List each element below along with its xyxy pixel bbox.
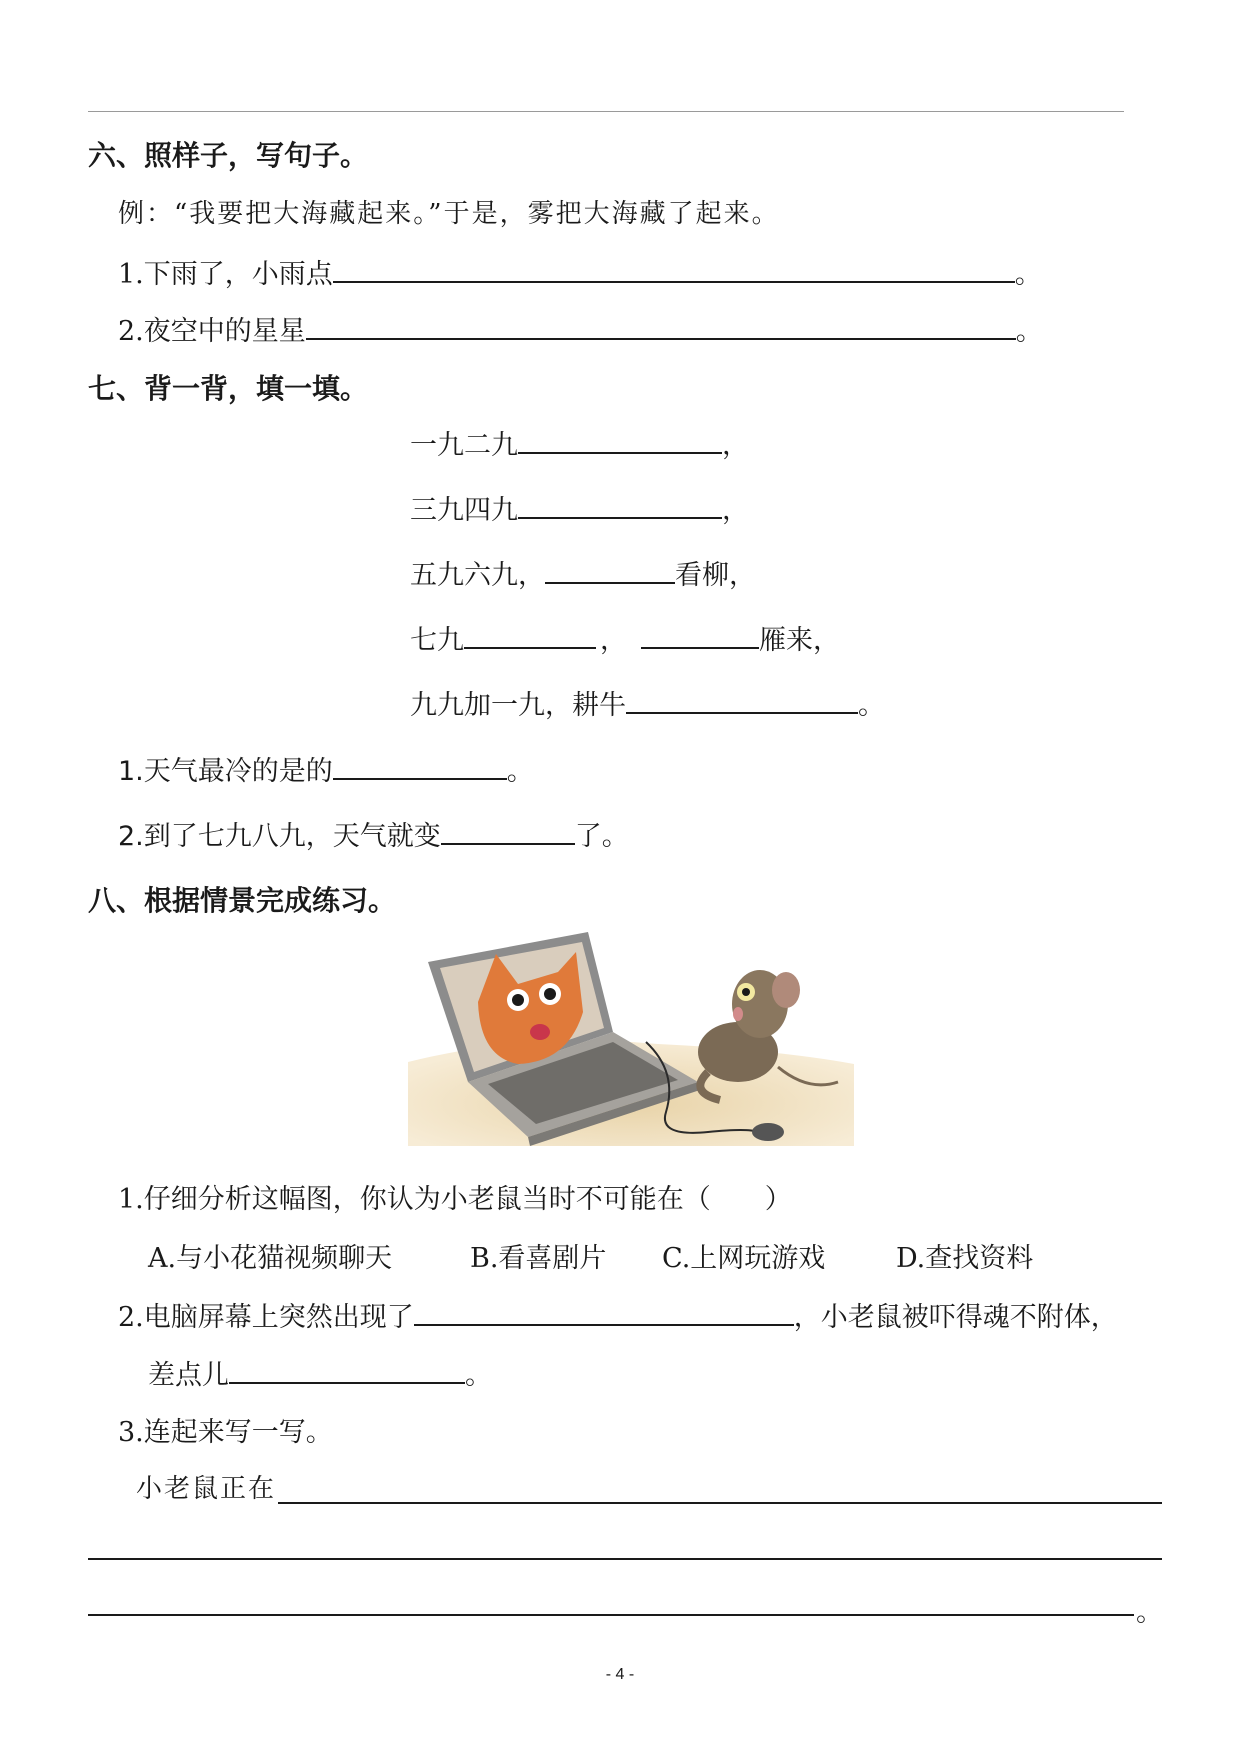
verse-line-1 <box>410 422 749 462</box>
section-7-question-1 <box>118 748 534 788</box>
verse-punct: ， <box>722 495 749 526</box>
page-number: - 4 - <box>605 1666 635 1683</box>
laptop-cat-mouse-illustration <box>408 932 854 1146</box>
writing-line-1[interactable] <box>278 1502 1162 1504</box>
answer-blank[interactable] <box>641 617 759 649</box>
verse-text-end: 看柳， <box>675 560 756 591</box>
section-6-question-1 <box>118 251 1042 291</box>
writing-line-3[interactable] <box>88 1614 1134 1616</box>
option-b[interactable]: B.看喜剧片 <box>470 1243 607 1274</box>
section-7-question-2 <box>118 813 629 853</box>
question-2-prefix: 2.到了七九八九，天气就变 <box>118 821 441 852</box>
section-8-question-3: 3.连起来写一写。 <box>118 1417 333 1448</box>
question-2-end: 了。 <box>574 821 629 852</box>
verse-line-3 <box>410 552 756 592</box>
option-a[interactable]: A.与小花猫视频聊天 <box>148 1243 393 1274</box>
question-1-end: 。 <box>506 756 534 787</box>
verse-text: 九九加一九，耕牛 <box>410 690 626 721</box>
top-divider <box>88 111 1124 112</box>
verse-line-4 <box>410 617 840 657</box>
verse-line-2 <box>410 487 749 527</box>
writing-line-3-end: 。 <box>1136 1597 1163 1628</box>
answer-blank[interactable] <box>545 552 675 584</box>
answer-blank[interactable] <box>518 487 722 519</box>
option-c[interactable]: C.上网玩游戏 <box>662 1243 826 1274</box>
verse-text: 七九 <box>410 625 464 656</box>
question-1-prefix: 1.天气最冷的是的 <box>118 756 333 787</box>
answer-blank[interactable] <box>441 813 575 845</box>
question-2-middle: ，小老鼠被吓得魂不附体， <box>793 1302 1118 1333</box>
answer-blank[interactable] <box>333 748 507 780</box>
answer-blank[interactable] <box>518 422 722 454</box>
section-7-heading: 七、背一背，填一填。 <box>88 372 369 405</box>
section-6-heading: 六、照样子，写句子。 <box>88 139 369 172</box>
answer-blank[interactable] <box>306 308 1016 340</box>
question-1-end: 。 <box>1014 259 1042 290</box>
answer-blank[interactable] <box>626 682 858 714</box>
answer-blank[interactable] <box>414 1294 794 1326</box>
verse-punct: ， <box>722 430 749 461</box>
verse-line-5 <box>410 682 885 722</box>
answer-blank[interactable] <box>464 617 596 649</box>
question-2-end: 。 <box>1015 316 1043 347</box>
section-6-example: 例：“我要把大海藏起来。”于是，雾把大海藏了起来。 <box>118 199 780 229</box>
verse-text-end: 雁来， <box>759 625 840 656</box>
question-2-prefix: 2.夜空中的星星 <box>118 316 306 347</box>
writing-line-2[interactable] <box>88 1558 1162 1560</box>
computer-mouse-icon <box>752 1123 784 1141</box>
section-8-question-2-line-2 <box>148 1352 492 1392</box>
section-6-question-2 <box>118 308 1043 348</box>
verse-text: 三九四九 <box>410 495 518 526</box>
section-8-question-1: 1.仔细分析这幅图，你认为小老鼠当时不可能在（ ） <box>118 1184 792 1215</box>
section-8-question-2 <box>118 1294 1118 1334</box>
section-8-heading: 八、根据情景完成练习。 <box>88 884 397 917</box>
answer-blank[interactable] <box>333 251 1015 283</box>
verse-text: 一九二九 <box>410 430 518 461</box>
verse-punct: ， <box>600 625 627 656</box>
question-2-prefix: 2.电脑屏幕上突然出现了 <box>118 1302 414 1333</box>
question-1-prefix: 1.下雨了，小雨点 <box>118 259 333 290</box>
question-2-end: 。 <box>465 1360 492 1391</box>
verse-text: 五九六九， <box>410 560 545 591</box>
writing-line-1-prefix: 小老鼠正在 <box>136 1474 277 1504</box>
question-2-line-2-prefix: 差点儿 <box>148 1360 229 1391</box>
option-d[interactable]: D.查找资料 <box>896 1243 1034 1274</box>
answer-blank[interactable] <box>229 1352 465 1384</box>
verse-punct: 。 <box>858 690 885 721</box>
